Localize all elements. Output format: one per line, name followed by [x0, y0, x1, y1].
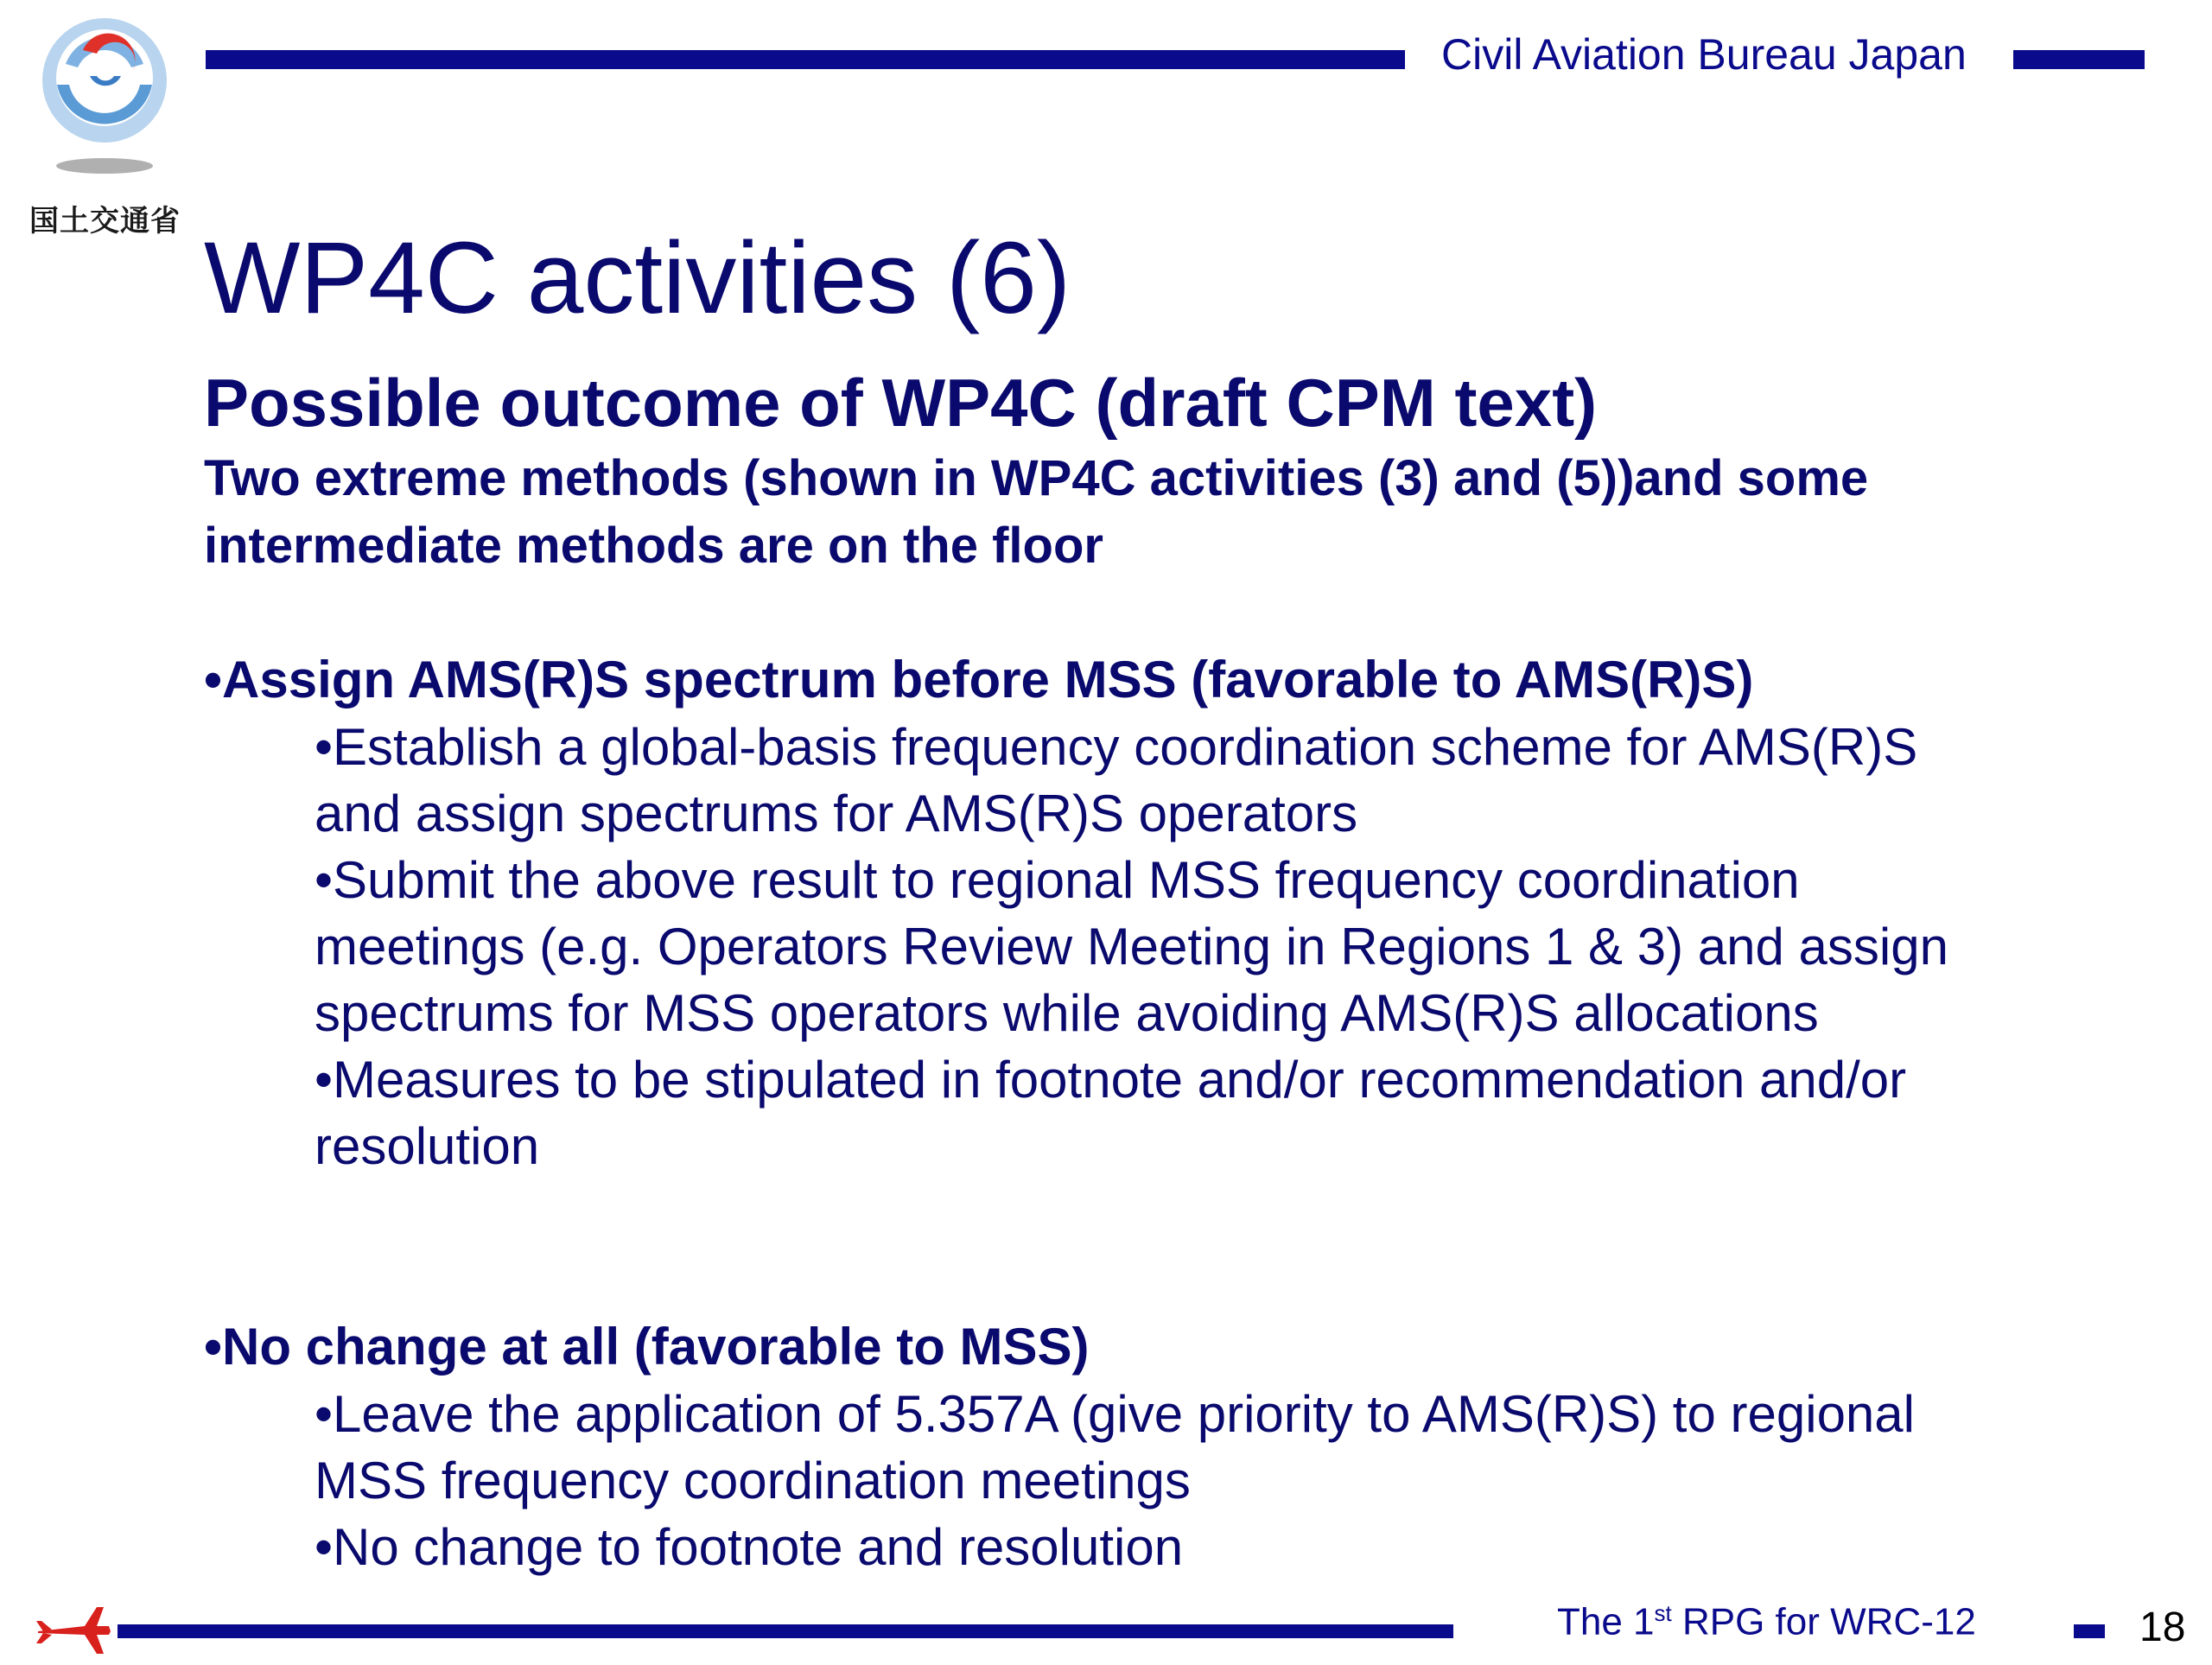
section-heading: •No change at all (favorable to MSS) [204, 1318, 1090, 1376]
section-items [315, 714, 1956, 1179]
slide-title: WP4C activities (6) [204, 221, 1071, 335]
footer-rule-short [2074, 1624, 2105, 1638]
list-item: •No change to footnote and resolution [315, 1518, 1184, 1576]
ministry-label: 国土交通省 [29, 205, 181, 238]
list-item: •Submit the above result to regional MSS frequency coordination meetings (e.g. Operators Review Meeting in Regions 1 & 3) and assign spectrums for MSS operators while avoiding AMS(R)S allocations [315, 851, 1948, 1042]
list-item: •Measures to be stipulated in footnote and/or recommendation and/or resolution [315, 1051, 1907, 1175]
section-items [315, 1381, 1956, 1580]
header-rule-short [2013, 50, 2145, 69]
footer-prefix: The 1 [1557, 1600, 1655, 1643]
footer-superscript: st [1654, 1600, 1672, 1626]
intro-text: Two extreme methods (shown in WP4C activities (3) and (5))and some intermediate methods are on the floor [204, 450, 1869, 574]
header-rule [206, 50, 1405, 69]
airplane-icon [35, 1600, 112, 1661]
list-item: •Leave the application of 5.357A (give priority to AMS(R)S) to regional MSS frequency coordination meetings [315, 1385, 1916, 1509]
footer-label [1557, 1600, 1976, 1644]
org-name: Civil Aviation Bureau Japan [1441, 30, 1967, 79]
footer-rule [118, 1624, 1453, 1638]
page-number: 18 [2139, 1605, 2186, 1650]
footer-suffix: RPG for WRC-12 [1671, 1600, 1976, 1643]
section-heading: •Assign AMS(R)S spectrum before MSS (favorable to AMS(R)S) [204, 651, 1754, 709]
slide-subtitle: Possible outcome of WP4C (draft CPM text) [204, 365, 1598, 441]
mlit-logo-icon [31, 16, 178, 180]
list-item: •Establish a global-basis frequency coordination scheme for AMS(R)S and assign spectrums for AMS(R)S operators [315, 718, 1918, 842]
